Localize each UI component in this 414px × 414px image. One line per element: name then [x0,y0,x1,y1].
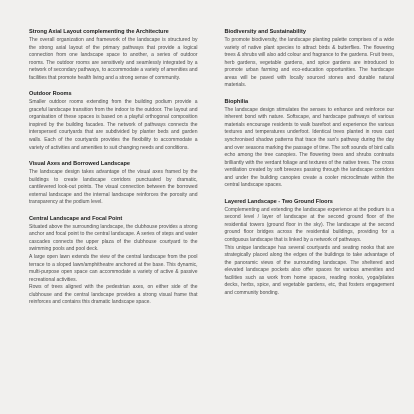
section-paragraph: Complementing and extending the landscape experience at the podium is a second level / layer of landscape at the second ground floor of the residential towers (ground floor in the sky). The landscape at the second ground floor bridges across the residential buildings, providing for a contiguous landscape that is linked by a network of pathways. [224,206,394,244]
section-heading: Outdoor Rooms [29,91,72,98]
section-visual-axes [29,161,198,207]
section-paragraph: This unique landscape has several courtyards and seating nooks that are strategically placed along the edges of the buildings to take advantage of the panoramic views of the surrounding landscape. The sheltered and elevated landscape pockets also offer spaces for various amenities and facilities such as work from home spaces, reading nooks, yoga/pilates decks, herbs, spice, and vegetable gardens, etc, that fosters engagement and community bonding. [224,244,394,296]
section-heading: Layered Landscape - Two Ground Floors [224,198,333,205]
section-heading: Visual Axes and Borrowed Landscape [29,161,131,168]
left-column [29,29,198,414]
section-heading: Biodiversity and Sustainability [224,29,306,35]
section-layered-landscape [225,199,395,298]
section-paragraph: Situated above the surrounding landscape, the clubhouse provides a strong anchor and focal point to the central landscape. A series of steps and water cascades connects the upper plaza of the clubhouse courtyard to the swimming pools and pool deck. [29,223,198,253]
section-heading: Central Landscape and Focal Point [29,215,123,222]
section-paragraph: To promote biodiversity, the landscape planting palette comprises of a wide variety of native plant species to attract birds & butterflies. The flowering trees & shrubs will also add colour and fragrance to the gardens. Fruit trees, herb gardens, vegetable gardens, and spice gardens are introduced to promote urban farming and eco-education opportunities. The hardscape areas will be paved with locally sourced stones and durable natural materials. [224,37,394,89]
section-paragraph: Rows of trees aligned with the pedestrian axes, on either side of the clubhouse and the central landscape provides a strong visual frame that reinforces and contains this dramatic landscape space. [29,284,198,306]
section-heading: Strong Axial Layout complementing the Architecture [29,29,169,35]
section-paragraph: The landscape design stimulates the senses to enhance and reinforce our inherent bond with nature. Softscape, and hardscape pathways of various materials encourage residents to walk barefoot and experience the various textures and temperatures underfoot. Identical trees planted in rows cast synchronised shadow patterns that trace the sun's pathway during the day and over seasons marking the passage of time. The soft sounds of bird calls echo among the tree canopies. The flowering trees and shrubs contrasts brilliantly with the verdant foliage and textures of the native trees. The cross ventilation created by soft breezes passing through the landscape corridors and under the building canopies create a cooler microclimate within the central landscape spaces. [224,106,394,189]
section-biodiversity [225,29,395,90]
section-heading: Biophilia [224,98,249,105]
section-paragraph: The landscape design takes advantage of the visual axes framed by the buildings to create landscape corridors punctuated by dramatic, cantilevered look-out points. The visual connection between the borrowed external landscape and the internal landscape reinforces the porosity and transparency at the podium level. [29,169,198,206]
section-paragraph: A large open lawn extends the view of the central landscape from the pool terrace to a sloped lawn/amphitheatre anchored at the base. This dynamic, multi-purpose open space can accommodate a variety of active & passive recreational activities. [29,254,198,283]
section-paragraph: The overall organization and framework of the landscape is structured by the strong axial layout of the primary pathways that provide a logical connection from one landscape space to another, a series of outdoor rooms. The outdoor rooms are sensitively and seamlessly integrated by a network of secondary pathways, to accommodate a variety of amenities and facilities that promote health living and a strong sense of community. [29,37,198,81]
section-biophilia [225,99,395,190]
section-central-landscape [29,216,198,307]
right-column [225,29,395,414]
section-axial-layout [29,29,198,82]
section-paragraph: Smaller outdoor rooms extending from the building podium provide a graceful landscape transition from the indoor to the outdoor. The layout and organisation of these spaces is based on a playful orthogonal composition inspired by the building facades. The network of pathways connects the interspersed courtyards that are subdivided by planter beds and garden walls. Each of the courtyards provides the flexibility to accommodate a variety of activities and amenities to suit changing needs and conditions. [29,99,198,151]
section-outdoor-rooms [29,91,198,152]
